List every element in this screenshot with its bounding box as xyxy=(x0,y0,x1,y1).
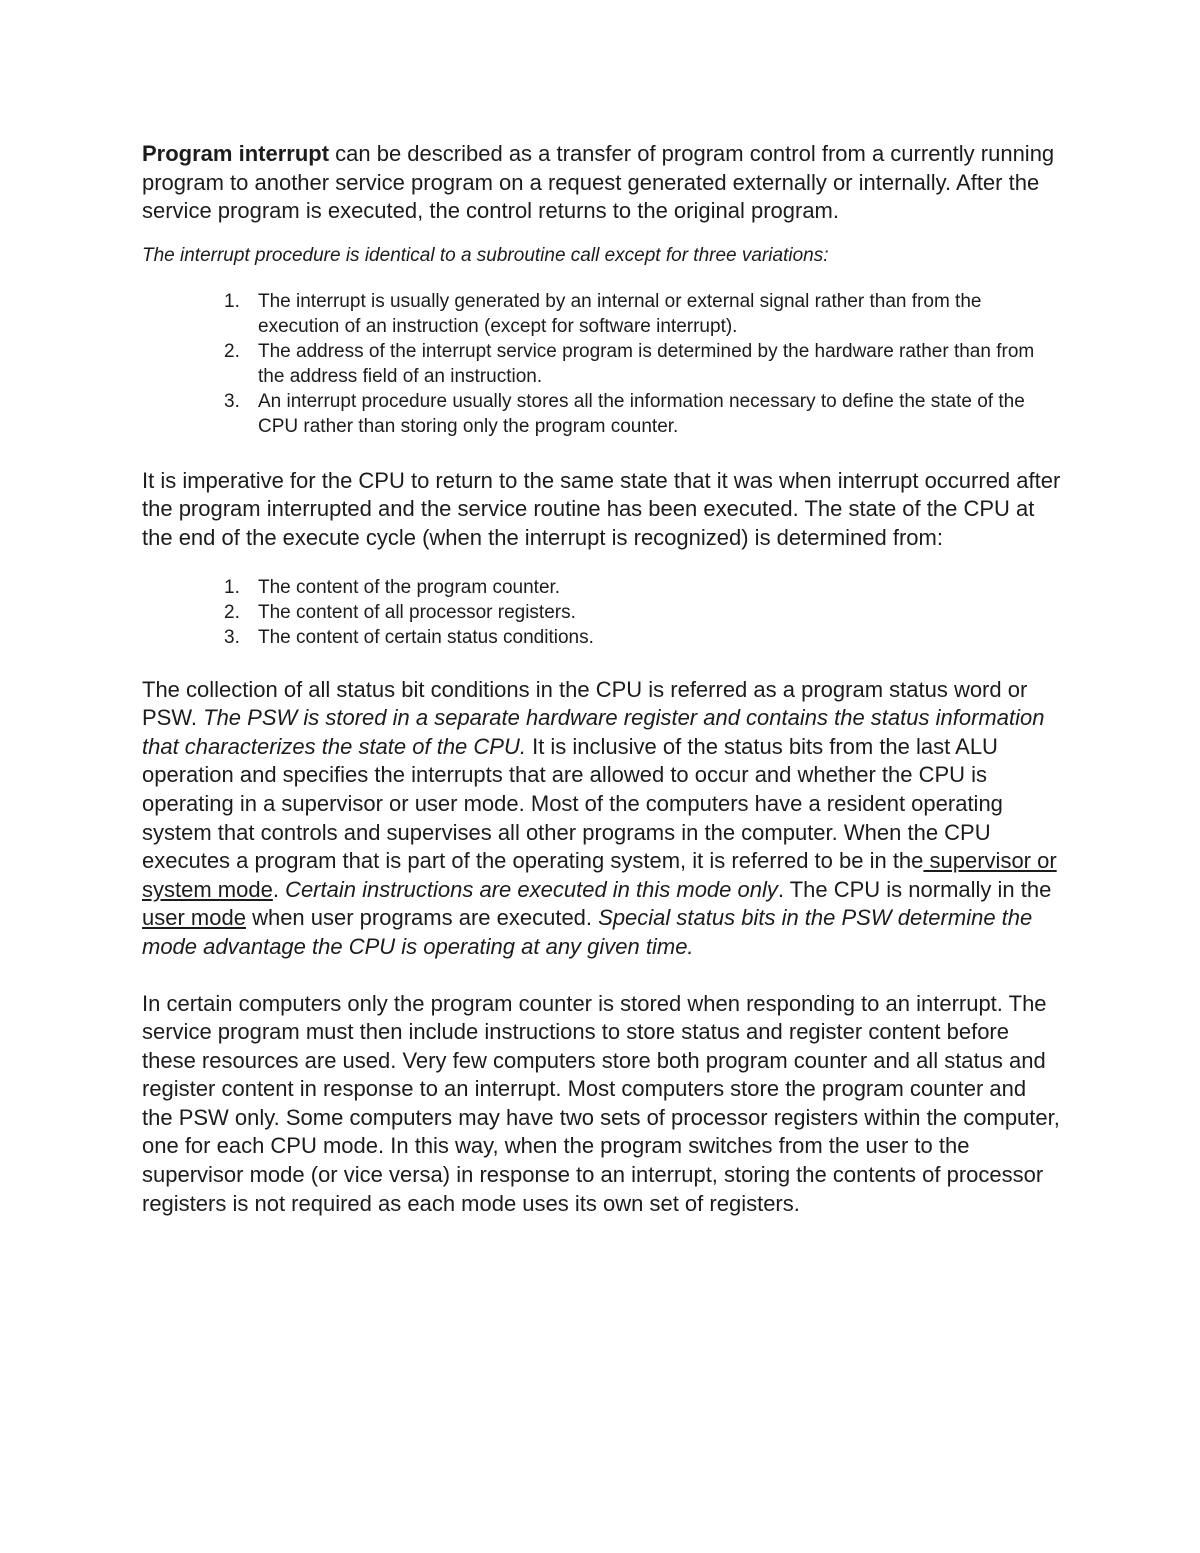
list-number: 2. xyxy=(224,340,240,362)
list-item xyxy=(142,600,1062,625)
list-item-text: The content of certain status conditions. xyxy=(258,626,594,648)
psw-text: It is inclusive of the status bits from the last ALU operation and specifies the interrupts that are allowed to occur and whether the CPU is operating in a supervisor or user mode. Most of the computers have a resident operating system that controls and supervises all other programs in the computer. When the CPU executes a program that is part of the operating system, it is referred to be in the xyxy=(142,733,1003,874)
psw-text: . The CPU is normally in the xyxy=(777,876,1052,902)
psw-text: . xyxy=(272,876,286,902)
psw-italic-text: The PSW is stored in a separate hardware register and contains the status information that characterizes the state of the CPU. xyxy=(142,705,1045,759)
list-item-text: The content of the program counter. xyxy=(258,576,561,598)
psw-italic-text: Certain instructions are executed in this mode only xyxy=(285,876,778,902)
psw-text: when user programs are executed. xyxy=(245,905,599,931)
paragraph-definition xyxy=(142,140,1062,226)
paragraph-cpu-state: It is imperative for the CPU to return to the same state that it was when interrupt occurred after the program interrupted and the service routine has been executed. The state of the CPU at the end of the execute cycle (when the interrupt is recognized) is determined from: xyxy=(142,467,1061,550)
variations-list xyxy=(142,289,1062,439)
list-item xyxy=(142,575,1062,600)
list-item-text: The address of the interrupt service program is determined by the hardware rather than from the address field of an instruction. xyxy=(258,340,1035,387)
list-number: 3. xyxy=(224,626,240,648)
list-number: 1. xyxy=(224,576,240,598)
variations-intro: The interrupt procedure is identical to a subroutine call except for three variations: xyxy=(142,244,829,266)
list-item-text: The interrupt is usually generated by an internal or external signal rather than from the execution of an instruction (except for software interrupt). xyxy=(258,290,982,337)
psw-italic-text: Special status bits in the PSW determine the mode advantage the CPU is operating at any given time. xyxy=(142,905,1033,959)
definition-text: can be described as a transfer of program control from a currently running program to another service program on a request generated externally or internally. After the service program is executed, the control returns to the original program. xyxy=(142,141,1055,224)
list-number: 3. xyxy=(224,390,240,412)
list-item xyxy=(142,289,1062,339)
document-page xyxy=(142,140,1062,1218)
supervisor-mode-term: supervisor or system mode xyxy=(142,848,1057,902)
list-item xyxy=(142,625,1062,650)
list-item-text: The content of all processor registers. xyxy=(258,601,576,623)
list-item xyxy=(142,389,1062,439)
psw-text: The collection of all status bit conditions in the CPU is referred as a program status word or PSW. xyxy=(142,676,1028,731)
paragraph-register-storage: In certain computers only the program counter is stored when responding to an interrupt. The service program must then include instructions to store status and register content before these resources are used. Very few computers store both program counter and all status and register content in response to an interrupt. Most computers store the program counter and the PSW only. Some computers may have two sets of processor registers within the computer, one for each CPU mode. In this way, when the program switches from the user to the supervisor mode (or vice versa) in response to an interrupt, storing the contents of processor registers is not required as each mode uses its own set of registers. xyxy=(142,990,1060,1216)
paragraph-psw xyxy=(142,676,1062,962)
list-item xyxy=(142,339,1062,389)
list-number: 2. xyxy=(224,601,240,623)
term-program-interrupt: Program interrupt xyxy=(142,141,330,166)
list-item-text: An interrupt procedure usually stores all the information necessary to define the state of the CPU rather than storing only the program counter. xyxy=(258,390,1025,437)
list-number: 1. xyxy=(224,290,240,312)
user-mode-term: user mode xyxy=(142,905,246,931)
state-sources-list xyxy=(142,575,1062,650)
